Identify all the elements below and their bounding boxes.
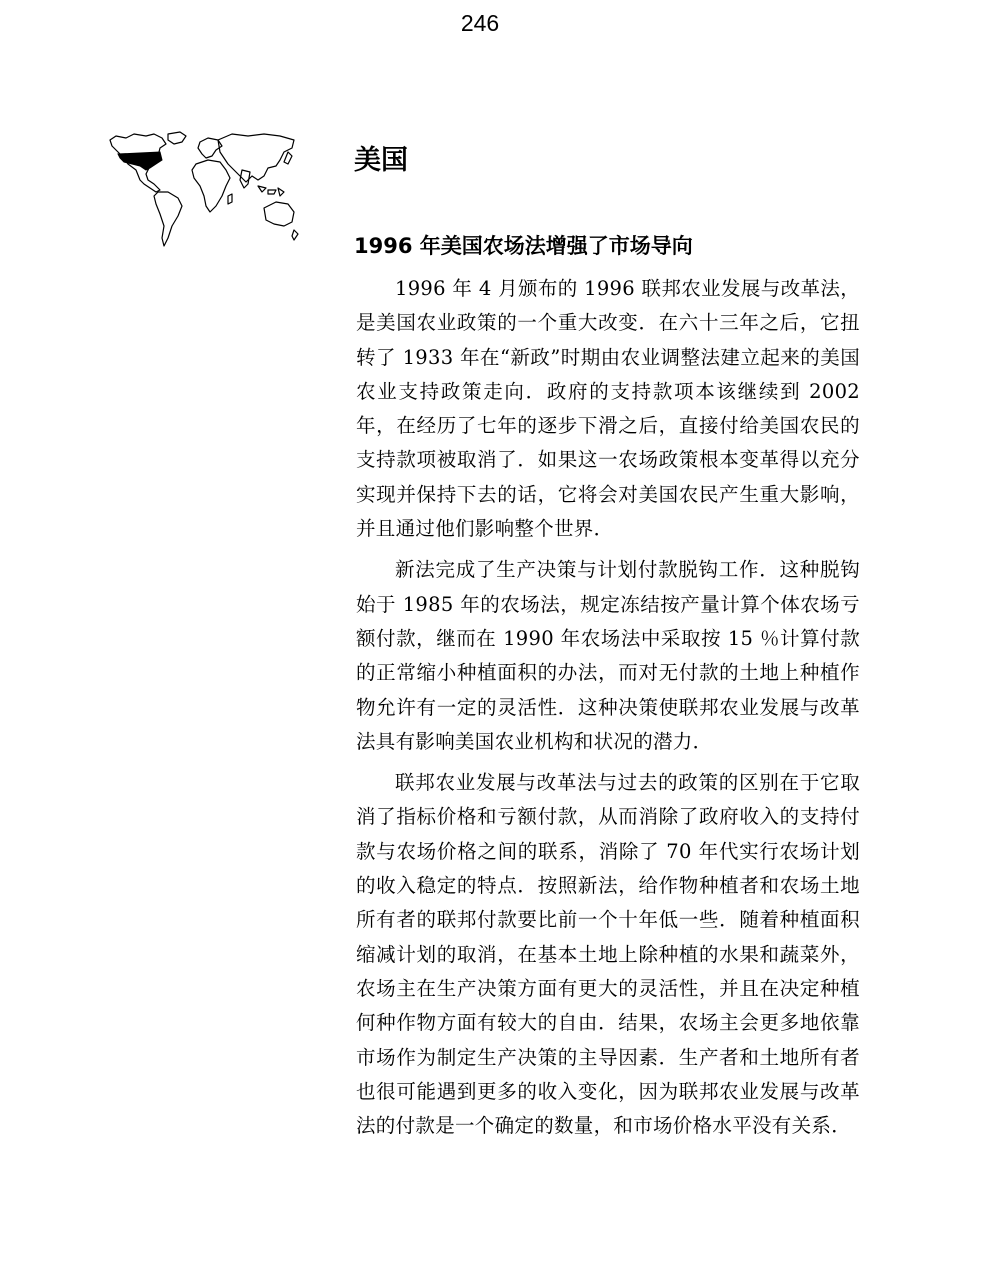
paragraph: 联邦农业发展与改革法与过去的政策的区别在于它取消了指标价格和亏额付款，从而消除了政府收入的支持付款与农场价格之间的联系，消除了 70 年代实行农场计划的收入稳定的特点．按照新法，给作物种植者和农场土地所有者的联邦付款要比前一个十年低一些．随着种植面积缩减计划的取消，在基本土地上除种植的水果和蔬菜外，农场主在生产决策方面有更大的灵活性，并且在决定种植何种作物方面有较大的自由．结果，农场主会更多地依靠市场作为制定生产决策的主导因素．生产者和土地所有者也很可能遇到更多的收入变化，因为联邦农业发展与改革法的付款是一个确定的数量，和市场价格水平没有关系．: [356, 771, 860, 1138]
paragraph: 1996 年 4 月颁布的 1996 联邦农业发展与改革法，是美国农业政策的一个重大改变．在六十三年之后，它扭转了 1933 年在“新政”时期由农业调整法建立起来的美国农业支持政策走向．政府的支持款项本该继续到 2002 年，在经历了七年的逐步下滑之后，直接付给美国农民的支持款项被取消了．如果这一农场政策根本变革得以充分实现并保持下去的话，它将会对美国农民产生重大影响，并且通过他们影响整个世界．: [356, 277, 860, 541]
world-map-icon: [108, 130, 300, 250]
article-body: [356, 272, 860, 1150]
page-number: 246: [460, 10, 500, 36]
paragraph: 新法完成了生产决策与计划付款脱钩工作．这种脱钩始于 1985 年的农场法，规定冻结按产量计算个体农场亏额付款，继而在 1990 年农场法中采取按 15 ％计算付款的正常缩小种植面积的办法，而对无付款的土地上种植作物允许有一定的灵活性．这种决策使联邦农业发展与改革法具有影响美国农业机构和状况的潜力．: [356, 558, 860, 753]
article-heading: 1996 年美国农场法增强了市场导向: [354, 234, 693, 258]
section-title: 美国: [354, 145, 408, 176]
